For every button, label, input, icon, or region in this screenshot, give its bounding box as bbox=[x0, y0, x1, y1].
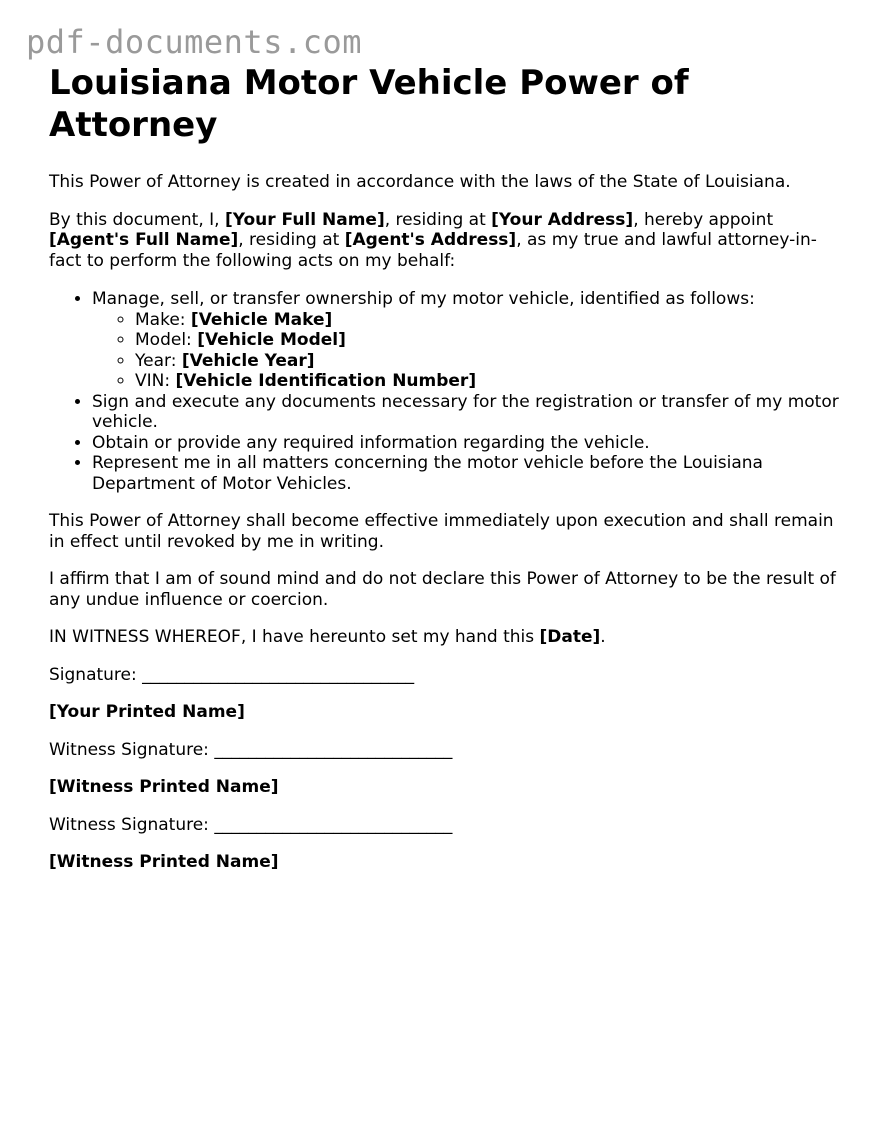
witness-signature-line-1 bbox=[49, 740, 839, 761]
vehicle-details-list bbox=[92, 310, 839, 392]
witness-signature-label: Witness Signature: bbox=[49, 814, 215, 835]
signature-line bbox=[49, 665, 839, 686]
vehicle-year-item bbox=[135, 351, 839, 372]
list-item-obtain: • Obtain or provide any required information regarding the vehicle. bbox=[92, 433, 839, 454]
appointment-text: , residing at bbox=[384, 209, 492, 230]
list-item-represent: • Represent me in all matters concerning the motor vehicle before the Louisiana Department of Motor Vehicles. bbox=[92, 453, 839, 494]
vehicle-make-item bbox=[135, 310, 839, 331]
signature-blank: ________________________________ bbox=[142, 664, 415, 685]
signature-label: Signature: bbox=[49, 664, 143, 685]
witness-clause bbox=[49, 627, 839, 648]
witness-signature-blank: ____________________________ bbox=[214, 739, 453, 760]
vehicle-model-field: [Vehicle Model] bbox=[197, 330, 346, 350]
agent-address-field: [Agent's Address] bbox=[344, 230, 517, 250]
witness-printed-name-2: [Witness Printed Name] bbox=[49, 852, 279, 872]
your-printed-name: [Your Printed Name] bbox=[49, 702, 245, 722]
appointment-paragraph bbox=[49, 210, 839, 272]
date-field: [Date] bbox=[539, 627, 601, 647]
vehicle-year-label: Year: bbox=[135, 350, 182, 371]
witness-signature-line-2 bbox=[49, 815, 839, 836]
vehicle-vin-item bbox=[135, 371, 839, 392]
appointment-text: , residing at bbox=[238, 230, 345, 250]
vehicle-model-item bbox=[135, 330, 839, 351]
vehicle-model-label: Model: bbox=[135, 330, 198, 350]
document-title: Louisiana Motor Vehicle Power of Attorney bbox=[49, 63, 689, 145]
list-item-manage bbox=[92, 289, 839, 392]
witness-signature-blank: ____________________________ bbox=[214, 814, 453, 835]
vehicle-vin-field: [Vehicle Identification Number] bbox=[175, 371, 477, 391]
your-full-name-field: [Your Full Name] bbox=[224, 209, 385, 230]
witness-clause-end: . bbox=[600, 627, 606, 647]
intro-paragraph: This Power of Attorney is created in accordance with the laws of the State of Louisiana. bbox=[49, 172, 791, 192]
witness-signature-label: Witness Signature: bbox=[49, 739, 215, 760]
watermark: pdf-documents.com bbox=[26, 23, 363, 61]
agent-full-name-field: [Agent's Full Name] bbox=[49, 230, 239, 250]
acts-list bbox=[49, 289, 839, 494]
appointment-text: By this document, I, bbox=[49, 209, 225, 230]
vehicle-year-field: [Vehicle Year] bbox=[181, 350, 315, 371]
appointment-text: , as my true and lawful attorney-in-fact to perform the following acts on my behalf: bbox=[49, 230, 817, 271]
vehicle-make-field: [Vehicle Make] bbox=[190, 309, 333, 330]
appointment-text: , hereby appoint bbox=[633, 209, 774, 230]
effective-paragraph: This Power of Attorney shall become effective immediately upon execution and shall remain in effect until revoked by me in writing. bbox=[49, 511, 834, 552]
witness-printed-name-1: [Witness Printed Name] bbox=[49, 777, 279, 797]
vehicle-make-label: Make: bbox=[135, 309, 191, 330]
list-item-sign: • Sign and execute any documents necessary for the registration or transfer of my motor vehicle. bbox=[92, 392, 839, 433]
your-address-field: [Your Address] bbox=[491, 209, 634, 230]
manage-text: Manage, sell, or transfer ownership of my motor vehicle, identified as follows: bbox=[92, 289, 755, 309]
document-body bbox=[49, 62, 839, 873]
witness-clause-text: IN WITNESS WHEREOF, I have hereunto set my hand this bbox=[49, 627, 540, 647]
affirm-paragraph: I affirm that I am of sound mind and do not declare this Power of Attorney to be the result of any undue influence or coercion. bbox=[49, 569, 836, 610]
vehicle-vin-label: VIN: bbox=[135, 371, 176, 391]
